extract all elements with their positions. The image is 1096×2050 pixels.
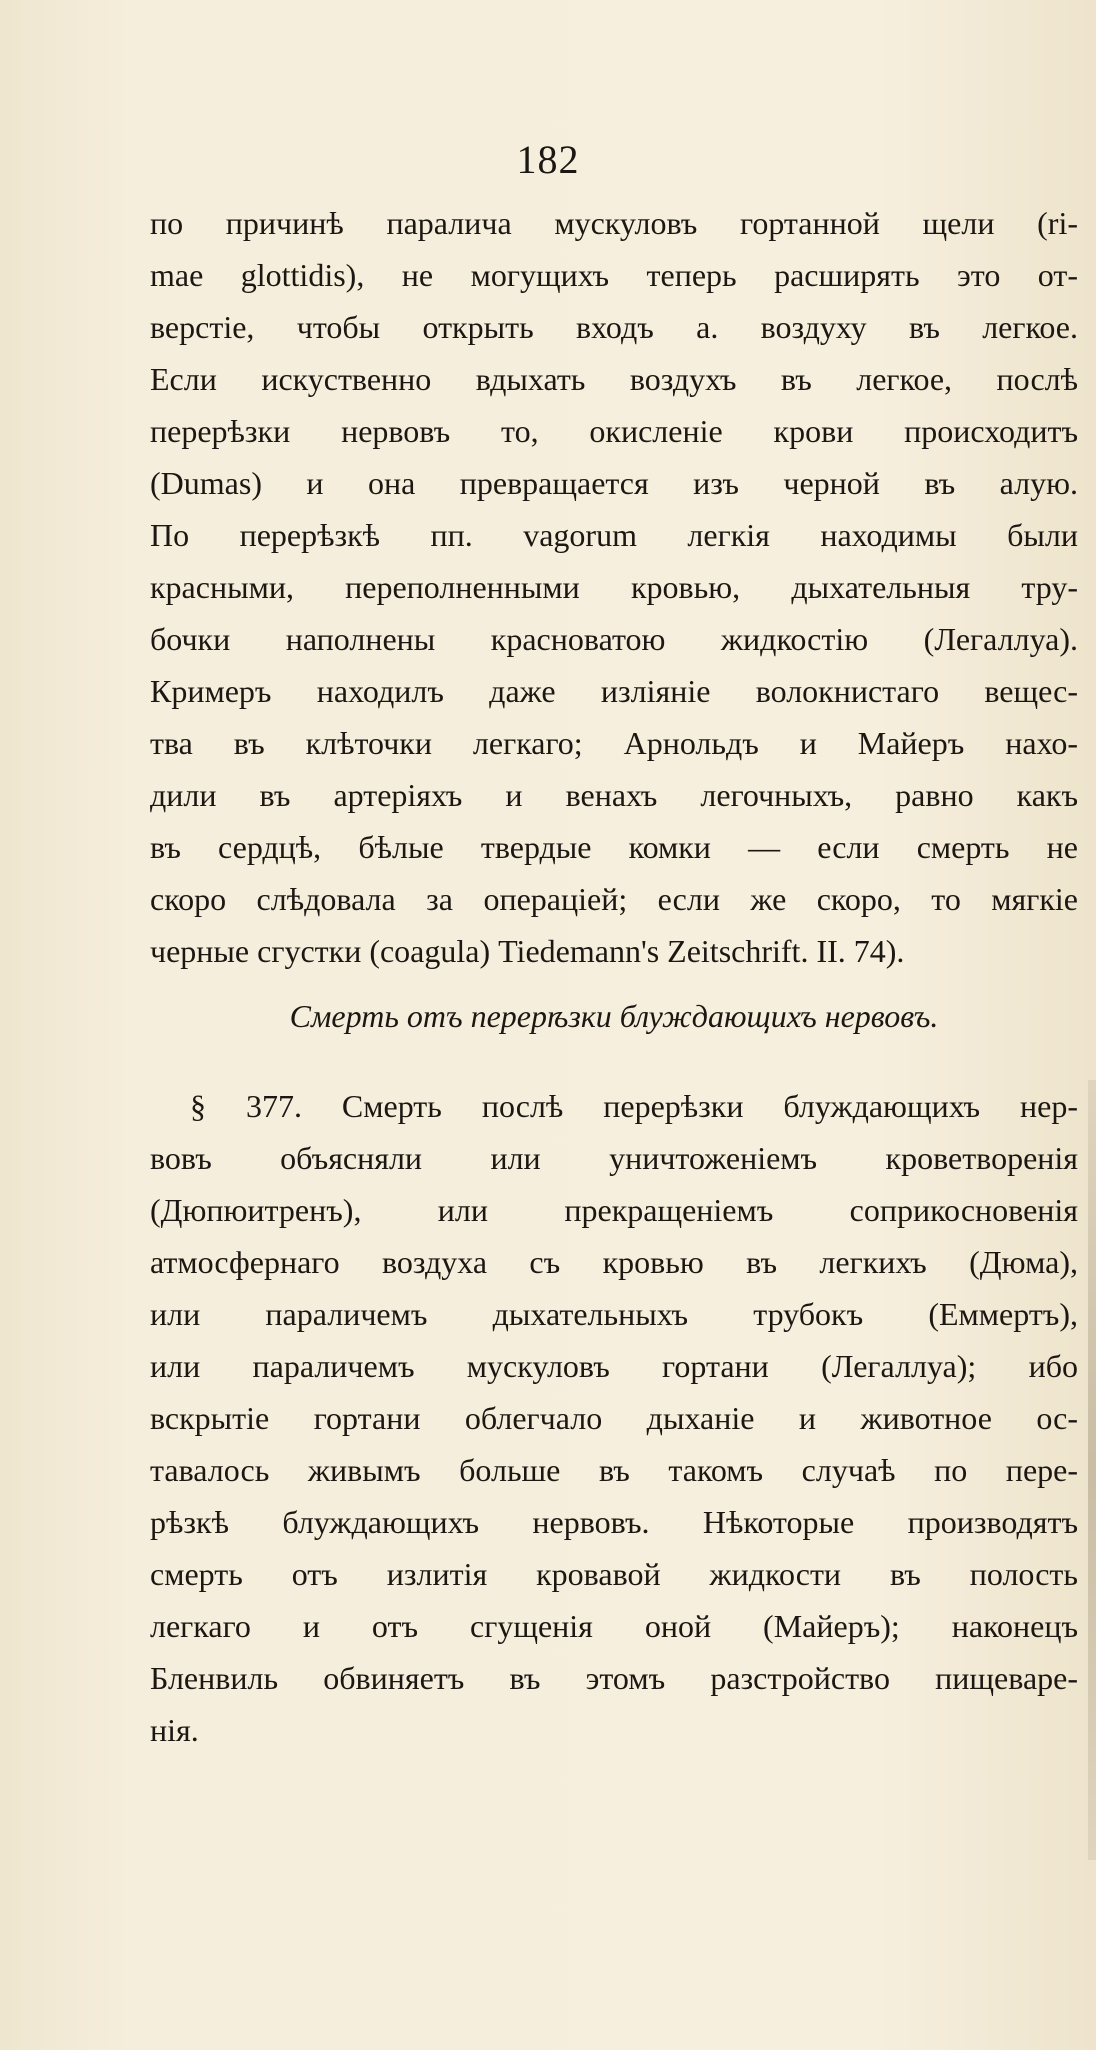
text-line: скоро слѣдовала за операціей; если же скоро, то мягкіе bbox=[150, 881, 1078, 917]
text-line: или параличемъ дыхательныхъ трубокъ (Еммертъ), bbox=[150, 1296, 1078, 1332]
text-line: mae glottidis), не могущихъ теперь расширять это от- bbox=[150, 257, 1078, 293]
text-line: легкаго и отъ сгущенія оной (Майеръ); наконецъ bbox=[150, 1608, 1078, 1644]
text-line: верстіе, чтобы открыть входъ а. воздуху въ легкое. bbox=[150, 309, 1078, 345]
text-line: красными, переполненными кровью, дыхательныя тру- bbox=[150, 569, 1078, 605]
section-heading: Смерть отъ перерѣзки блуждающихъ нервовъ. bbox=[289, 998, 939, 1034]
page-number: 182 bbox=[516, 137, 580, 182]
text-line: тва въ клѣточки легкаго; Арнольдъ и Майеръ нахо- bbox=[150, 725, 1078, 761]
paragraph-1 bbox=[150, 197, 1078, 977]
text-line: (Дюпюитренъ), или прекращеніемъ соприкосновенія bbox=[150, 1192, 1078, 1228]
paragraph-2 bbox=[150, 1080, 1078, 1756]
text-line: атмосфернаго воздуха съ кровью въ легкихъ (Дюма), bbox=[150, 1244, 1078, 1280]
text-line: дили въ артеріяхъ и венахъ легочныхъ, равно какъ bbox=[150, 777, 1078, 813]
text-line: перерѣзки нервовъ то, окисленіе крови происходитъ bbox=[150, 413, 1078, 449]
text-line: По перерѣзкѣ пп. vagorum легкія находимы были bbox=[150, 517, 1078, 553]
text-line: тавалось живымъ больше въ такомъ случаѣ по пере- bbox=[150, 1452, 1078, 1488]
text-line: § 377. Смерть послѣ перерѣзки блуждающихъ нер- bbox=[190, 1088, 1078, 1124]
text-line: нія. bbox=[150, 1712, 199, 1748]
text-line: вскрытіе гортани облегчало дыханіе и животное ос- bbox=[150, 1400, 1078, 1436]
text-line: Если искуственно вдыхать воздухъ въ легкое, послѣ bbox=[150, 361, 1078, 397]
text-line: по причинѣ паралича мускуловъ гортанной щели (ri- bbox=[150, 205, 1078, 241]
page-edge-shadow bbox=[1088, 1080, 1096, 1860]
text-line: смерть отъ излитія кровавой жидкости въ полость bbox=[150, 1556, 1078, 1592]
text-line: или параличемъ мускуловъ гортани (Легаллуа); ибо bbox=[150, 1348, 1078, 1384]
text-line: вовъ объясняли или уничтоженіемъ кроветворенія bbox=[150, 1140, 1078, 1176]
text-line: черные сгустки (coagula) Tiedemann's Zeitschrift. II. 74). bbox=[150, 933, 905, 969]
text-line: Бленвиль обвиняетъ въ этомъ разстройство пищеваре- bbox=[150, 1660, 1078, 1696]
text-line: въ сердцѣ, бѣлые твердые комки — если смерть не bbox=[150, 829, 1078, 865]
text-line: бочки наполнены красноватою жидкостію (Легаллуа). bbox=[150, 621, 1078, 657]
text-line: (Dumas) и она превращается изъ черной въ алую. bbox=[150, 465, 1078, 501]
text-line: Кримеръ находилъ даже изліяніе волокнистаго вещес- bbox=[150, 673, 1078, 709]
text-line: рѣзкѣ блуждающихъ нервовъ. Нѣкоторые производятъ bbox=[150, 1504, 1078, 1540]
